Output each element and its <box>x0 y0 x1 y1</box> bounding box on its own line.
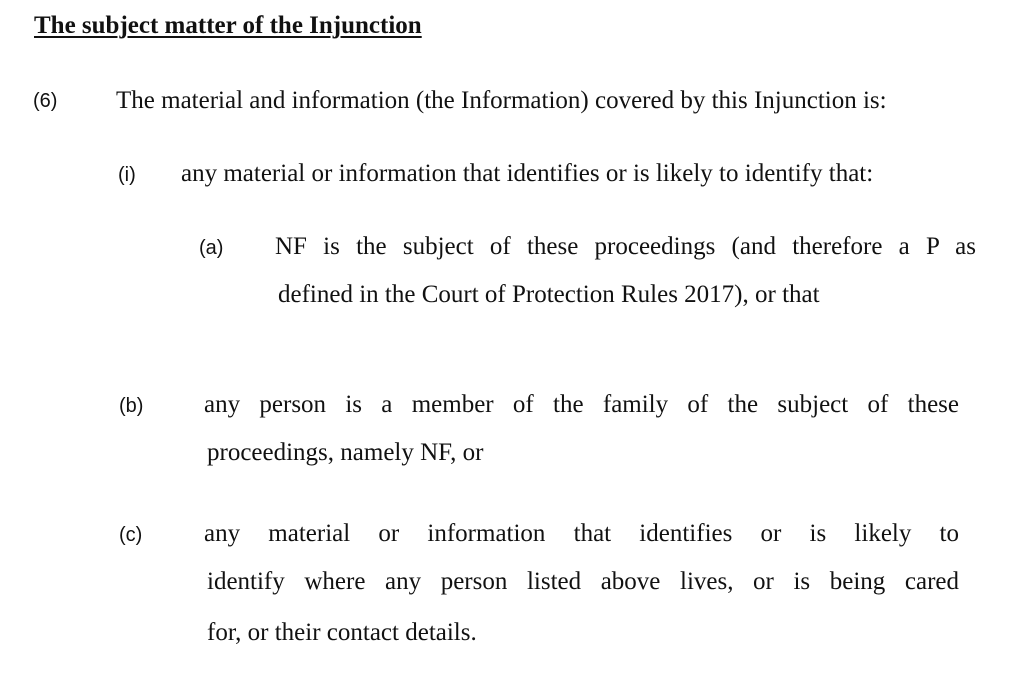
section-heading: The subject matter of the Injunction <box>34 12 422 39</box>
item-a-label: (a) <box>199 237 224 259</box>
item-a-line-2: defined in the Court of Protection Rules 2017), or that <box>278 281 820 308</box>
item-b-line-2: proceedings, namely NF, or <box>207 439 484 466</box>
item-b-line-1: any person is a member of the family of the subject of these <box>204 391 959 418</box>
item-c-label: (c) <box>119 524 143 546</box>
clause-6-text: The material and information (the Information) covered by this Injunction is: <box>116 87 887 114</box>
item-c-line-1: any material or information that identifies or is likely to <box>204 520 959 547</box>
clause-6-label: (6) <box>33 90 58 112</box>
item-b-label: (b) <box>119 395 144 417</box>
item-a-line-1: NF is the subject of these proceedings (and therefore a P as <box>275 233 976 260</box>
item-c-line-3: for, or their contact details. <box>207 619 477 646</box>
item-i-label: (i) <box>118 164 136 186</box>
item-i-text: any material or information that identifies or is likely to identify that: <box>181 160 874 187</box>
item-c-line-2: identify where any person listed above lives, or is being cared <box>207 568 959 595</box>
